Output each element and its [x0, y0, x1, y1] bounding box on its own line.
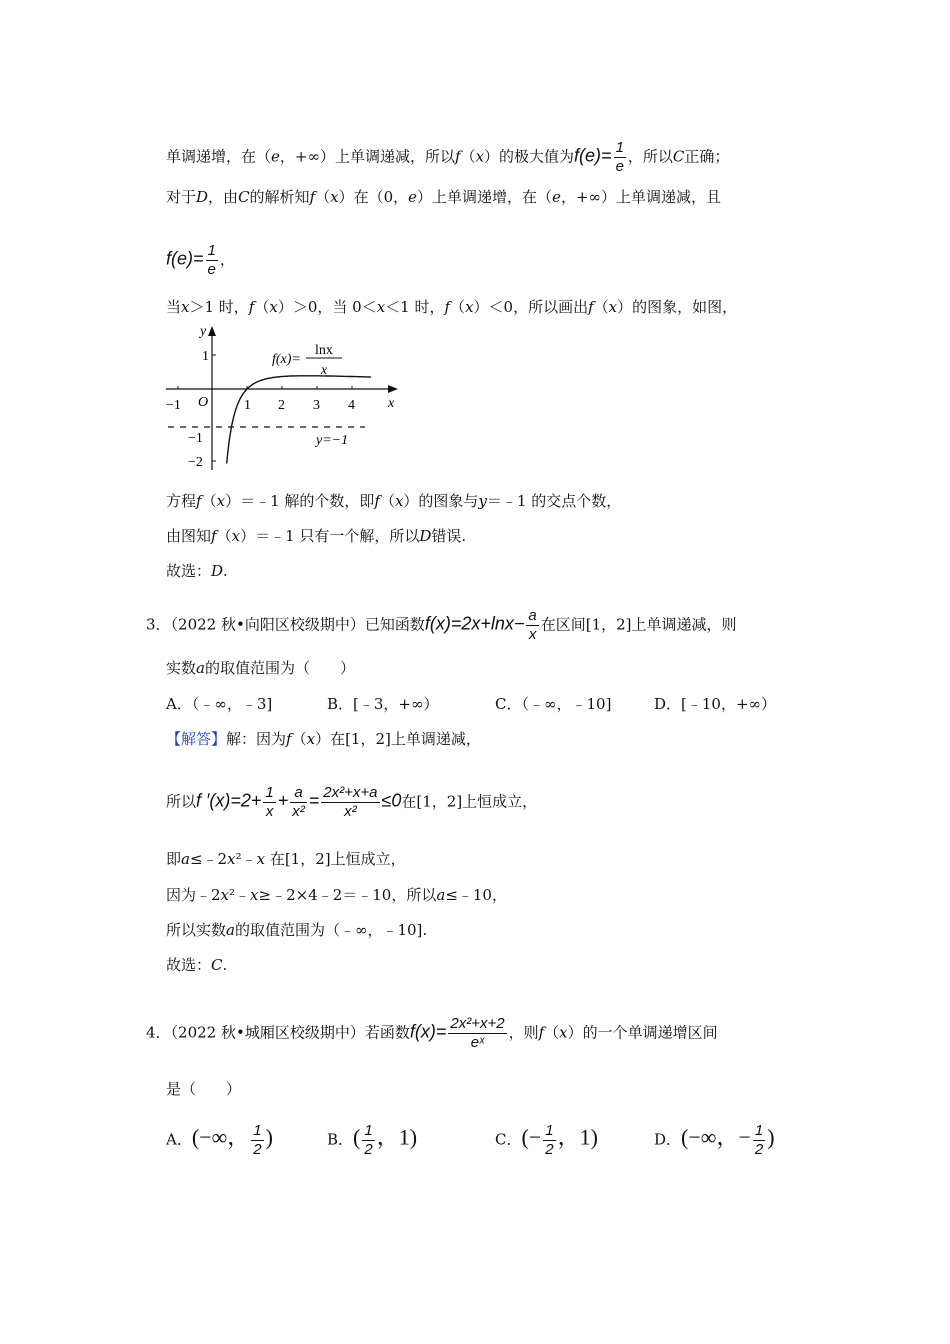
frac-num: 1 [265, 784, 274, 801]
text-run: ）的图象，如图， [617, 298, 738, 316]
math-line-fe [166, 242, 235, 279]
text-run: 由图知 [166, 527, 212, 545]
text-run: 错误. [431, 527, 467, 545]
option-label: A． [166, 1130, 192, 1149]
q3-line-yinwei [166, 884, 507, 906]
x-tick-label: 2 [278, 398, 285, 413]
text-run: 对于 [166, 188, 197, 206]
text-line-d-intro [166, 186, 721, 208]
frac-num: 1 [207, 242, 216, 259]
var-C: C [238, 188, 250, 206]
text-run: （ [379, 492, 395, 510]
option-label: D． [654, 1130, 682, 1149]
text-run: ， [219, 250, 235, 269]
question-4-stem-line2 [166, 1078, 241, 1100]
option-label: B． [327, 1130, 354, 1149]
frac-num: 1 [545, 1122, 554, 1139]
text-run: ，+∞）上单调递减，且 [560, 188, 722, 206]
question-4-stem [146, 1015, 718, 1052]
text-run: （ [593, 298, 609, 316]
math-function: f(x)=2x+lnx− [424, 613, 525, 634]
var-f: f [454, 147, 461, 166]
frac-num: 1 [364, 1122, 373, 1139]
question-number: 3． [146, 615, 171, 634]
text-run: 因为﹣2 [166, 886, 221, 904]
math-equals: = [308, 790, 320, 811]
text-run: ）的一个单调递增区间 [567, 1023, 718, 1042]
text-run: （ [201, 492, 217, 510]
text-run: ）在（0， [338, 188, 409, 206]
text-run: （ [315, 188, 331, 206]
var-x: x [220, 886, 230, 904]
text-run: 方程 [166, 492, 197, 510]
text-run: ≤﹣10， [445, 886, 507, 904]
text-run: 当 [166, 298, 182, 316]
fraction-a-over-x [526, 607, 538, 644]
text-run: ）＞0，当 0＜ [277, 298, 377, 316]
x-axis-arrow [388, 385, 398, 393]
answer-tag: 【解答】 [166, 730, 227, 748]
var-e: e [271, 147, 280, 166]
origin-label: O [198, 395, 209, 410]
text-run: 即 [166, 850, 182, 868]
text-run: 的取值范围为（ ） [204, 659, 355, 677]
text-run: ＜1 时， [385, 298, 445, 316]
text-run: 故选： [166, 562, 212, 580]
var-C: C [672, 147, 685, 166]
var-x: x [394, 492, 404, 510]
text-line-d-conclusion [166, 525, 466, 547]
var-C: C [211, 956, 223, 974]
var-f: f [444, 298, 451, 316]
fraction-1-over-e [614, 139, 626, 176]
text-run: 所以实数 [166, 921, 227, 939]
y-tick-label: −2 [188, 455, 203, 470]
text-run: . [222, 956, 228, 974]
q3-option-b[interactable] [327, 693, 439, 715]
var-x: x [231, 527, 241, 545]
var-a: a [226, 921, 235, 939]
text-run: 单调递增，在（ [166, 147, 272, 166]
text-run: 的解析知 [249, 188, 310, 206]
frac-den: x [528, 626, 537, 643]
fraction-a-over-x2 [290, 784, 307, 821]
q3-line-ji [166, 848, 406, 870]
text-run: ）上单调递增，在（ [417, 188, 553, 206]
option-interval-right: ) [265, 1124, 273, 1150]
var-f: f [248, 298, 255, 316]
math-leq-zero: ≤0 [381, 790, 402, 811]
frac-den: x [265, 803, 274, 820]
text-run: 实数 [166, 659, 197, 677]
q4-option-b[interactable] [327, 1122, 417, 1159]
var-y: y [478, 492, 487, 510]
fraction-1-over-e [206, 242, 218, 279]
var-D: D [196, 188, 209, 206]
var-x: x [608, 298, 618, 316]
text-run: 正确； [684, 147, 730, 166]
fraction-combined [321, 784, 379, 821]
q4-option-c[interactable] [495, 1122, 598, 1159]
option-text: [﹣10，+∞） [681, 695, 777, 713]
var-f: f [286, 730, 292, 748]
q3-option-d[interactable] [654, 693, 776, 715]
text-run: ≤﹣2 [189, 850, 228, 868]
text-run: （ [460, 147, 476, 166]
text-run: 在[1，2]上恒成立， [265, 850, 406, 868]
q4-option-d[interactable] [654, 1122, 775, 1159]
frac-num: a [290, 784, 307, 803]
function-label: f(x)= [272, 352, 301, 367]
x-tick-label: −1 [166, 398, 181, 413]
question-3-stem-line2 [166, 657, 355, 679]
frac-den: 2 [364, 1141, 373, 1158]
text-run: 在[1，2]上恒成立， [401, 792, 538, 811]
frac-den: 2 [754, 1141, 764, 1158]
fraction-one-half [753, 1122, 765, 1159]
math-fe: f(e)= [166, 248, 204, 269]
text-run: 在区间[1，2]上单调递减，则 [540, 615, 737, 634]
q3-derivative-line [166, 784, 537, 821]
fraction-one-half [251, 1122, 263, 1159]
option-interval-left: (−∞，− [681, 1124, 751, 1150]
math-plus: + [277, 790, 289, 811]
function-graph-figure [160, 320, 410, 472]
text-run: （ [254, 298, 270, 316]
text-line-d-equation [166, 490, 621, 512]
var-f: f [374, 492, 380, 510]
text-line-d-sign [166, 296, 737, 318]
text-run: ，所以 [627, 147, 673, 166]
text-run: ，由 [208, 188, 239, 206]
option-interval-left: ( [353, 1124, 361, 1150]
x-axis-label: x [388, 396, 395, 411]
option-text: （﹣∞，﹣3] [191, 695, 273, 713]
text-run: （ [544, 1023, 560, 1042]
var-e: e [408, 188, 418, 206]
q3-option-a[interactable] [166, 693, 272, 715]
text-run: 解：因为 [226, 730, 287, 748]
frac-num: 1 [615, 139, 624, 156]
text-run: （ [291, 730, 307, 748]
option-interval-left: (−∞， [191, 1124, 250, 1150]
text-run: ）＝﹣1 解的个数，即 [225, 492, 375, 510]
fraction-function [448, 1015, 506, 1052]
q4-option-a[interactable] [166, 1122, 273, 1159]
text-run: . [223, 562, 228, 580]
option-label: D． [654, 695, 682, 713]
frac-num: 1 [754, 1122, 764, 1139]
var-D: D [419, 527, 432, 545]
option-label: A． [166, 695, 192, 713]
var-x: x [181, 298, 190, 316]
question-number: 4． [146, 1023, 171, 1042]
x-tick-label: 1 [244, 398, 251, 413]
q3-answer-line1 [166, 728, 481, 750]
var-x: x [256, 850, 266, 868]
option-interval-left: (− [521, 1124, 542, 1150]
var-f: f [538, 1023, 545, 1042]
text-run: ＞1 时， [189, 298, 249, 316]
var-f: f [309, 188, 316, 206]
option-interval-right: ，1) [557, 1124, 598, 1150]
var-f: f [196, 492, 202, 510]
math-fe: f(e)= [574, 145, 612, 166]
text-run: 的取值范围为（﹣∞，﹣10]. [234, 921, 428, 939]
fraction-one-half [543, 1122, 555, 1159]
var-x: x [269, 298, 278, 316]
text-run: （ [450, 298, 466, 316]
option-interval-right: ) [767, 1124, 775, 1150]
var-x: x [559, 1023, 568, 1042]
text-run: ）＜0，所以画出 [473, 298, 589, 316]
question-3-stem [146, 607, 737, 644]
text-run: （2022 秋•城厢区校级期中）若函数 [170, 1023, 410, 1042]
frac-den: e [207, 261, 216, 278]
frac-num: a [528, 607, 537, 624]
frac-den: 2 [253, 1141, 262, 1158]
y-axis-arrow [208, 326, 216, 336]
math-function: f(x)= [409, 1021, 447, 1042]
frac-den: x² [344, 803, 357, 820]
frac-den: 2 [545, 1141, 554, 1158]
text-run: （2022 秋•向阳区校级期中）已知函数 [170, 615, 425, 634]
option-interval-right: ，1) [376, 1124, 418, 1150]
var-x: x [465, 298, 474, 316]
text-run: ²﹣ [229, 886, 251, 904]
text-run: 是（ ） [166, 1080, 242, 1098]
function-label-numerator: lnx [315, 343, 333, 358]
frac-den: x² [292, 803, 305, 820]
var-x: x [376, 298, 386, 316]
x-tick-label: 3 [313, 398, 320, 413]
text-line-c-conclusion [166, 139, 729, 176]
text-line-d-choose [166, 560, 228, 582]
var-x: x [475, 147, 485, 166]
q3-line-choose [166, 954, 227, 976]
var-a: a [436, 886, 446, 904]
option-label: C． [495, 1130, 522, 1149]
frac-num: 2x²+x+a [323, 784, 378, 801]
y-tick-label: 1 [202, 349, 209, 364]
text-run: （ [216, 527, 232, 545]
var-x: x [227, 850, 236, 868]
text-run: ）的极大值为 [484, 147, 575, 166]
option-text: [﹣3，+∞） [353, 695, 439, 713]
text-run: ≥﹣2×4﹣2＝﹣10，所以 [258, 886, 437, 904]
function-label-denominator: x [320, 363, 328, 378]
frac-num: 1 [253, 1122, 262, 1139]
fraction-1-over-x [263, 784, 275, 821]
var-a: a [181, 850, 190, 868]
var-D: D [211, 562, 224, 580]
text-run: ）在[1，2]上单调递减， [315, 730, 481, 748]
q3-line-range [166, 919, 427, 941]
text-run: ，则 [508, 1023, 539, 1042]
option-label: B． [327, 695, 354, 713]
var-x: x [216, 492, 226, 510]
y-axis-label: y [200, 324, 207, 339]
var-x: x [306, 730, 316, 748]
var-x: x [250, 886, 259, 904]
frac-den: e [615, 158, 624, 175]
x-tick-label: 4 [348, 398, 355, 413]
fraction-one-half [362, 1122, 374, 1159]
var-e: e [552, 188, 561, 206]
text-run: ）＝﹣1 只有一个解，所以 [240, 527, 420, 545]
text-run: ，+∞）上单调递减，所以 [279, 147, 455, 166]
q3-option-c[interactable] [495, 693, 611, 715]
text-run: ＝﹣1 的交点个数， [486, 492, 622, 510]
text-run: 故选： [166, 956, 212, 974]
y-tick-label: −1 [188, 431, 203, 446]
var-a: a [196, 659, 205, 677]
option-label: C． [495, 695, 522, 713]
var-f: f [588, 298, 594, 316]
option-text: （﹣∞，﹣10] [521, 695, 612, 713]
text-run: 所以 [166, 792, 197, 811]
text-run: ）的图象与 [403, 492, 479, 510]
frac-num: 2x²+x+2 [450, 1015, 505, 1032]
var-f: f [211, 527, 217, 545]
math-derivative: f ′(x)=2+ [196, 790, 262, 811]
var-x: x [330, 188, 339, 206]
frac-den: eˣ [470, 1034, 485, 1051]
line-label: y=−1 [316, 433, 349, 448]
text-run: ²﹣ [235, 850, 257, 868]
